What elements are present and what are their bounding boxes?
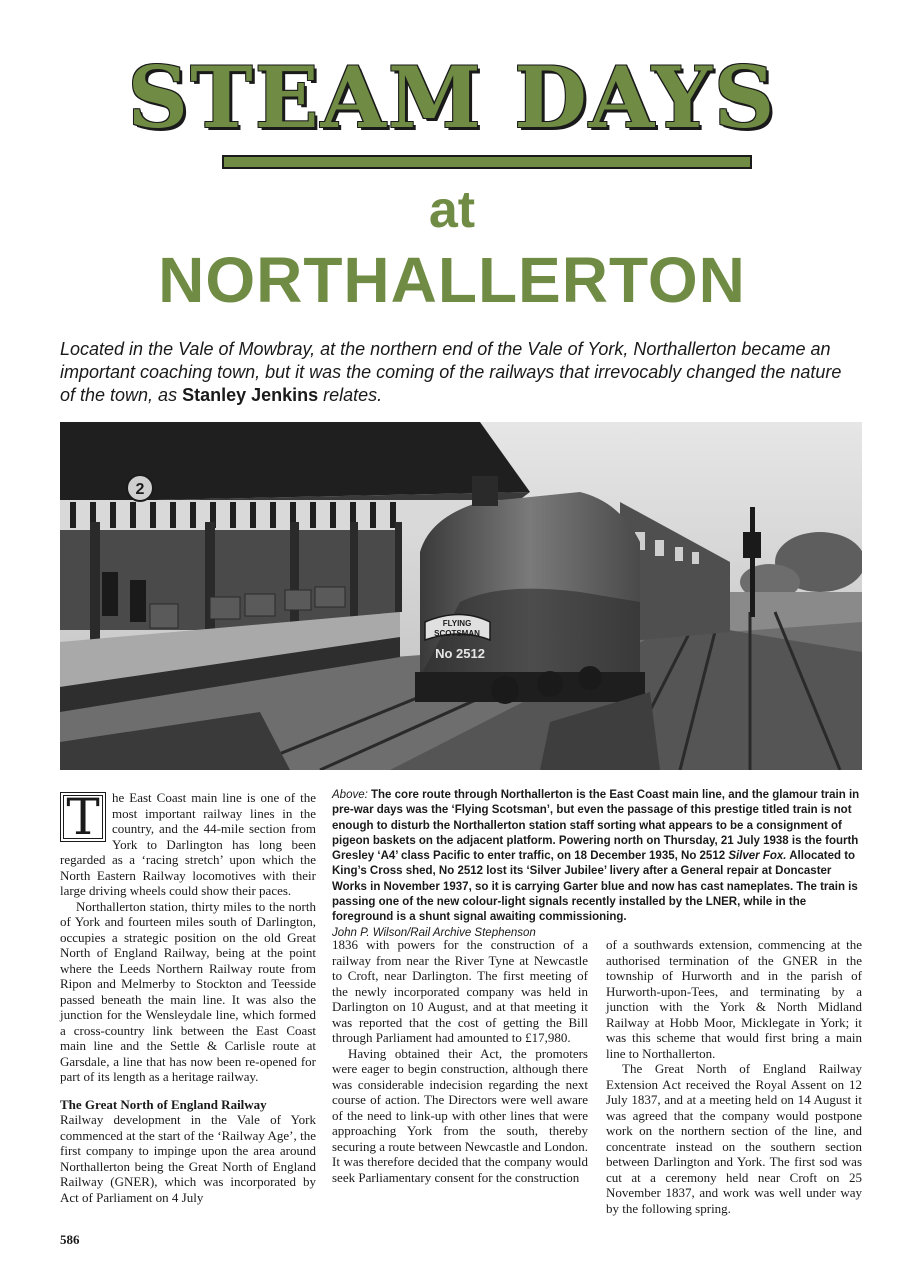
caption-credit: John P. Wilson/Rail Archive Stephenson — [332, 926, 536, 939]
title-underline — [222, 155, 752, 169]
paragraph: The Great North of England Railway Extension Act received the Royal Assent on 12 July 1837, and at a meeting held on 14 August it was agreed that the company would postpone work on the northern section of the line, and concentrate instead on the southern section between Darlington and York. The first sod was cut at a ceremony held near Croft on 25 November 1837, and work was well under way by the following spring. — [606, 1061, 862, 1216]
paragraph: Northallerton station, thirty miles to the north of York and fourteen miles south of Darlington, occupies a strategic position on the old Great North of England Railway, being at the point where the Leeds Northern Railway route from Ripon and Melmerby to Stockton and Teesside passed beneath the main line. It was also the junction for the Wensleydale line, which formed a cross-country link between the East Coast main line and the Settle & Carlisle route at Garsdale, a line that has now been re-opened for part of its length as a heritage railway. — [60, 898, 316, 1084]
article-column-3 — [606, 937, 862, 1216]
train-photo-illustration — [60, 422, 862, 770]
article-column-2 — [332, 937, 588, 1185]
caption-label: Above: — [332, 789, 368, 801]
title-at: at — [428, 181, 476, 239]
drop-cap: T — [60, 792, 106, 842]
caption-text-2: Allocated to King’s Cross shed, No 2512 lost its ‘Silver Jubilee’ livery after a General repair at Doncaster Works in November 1937, so it is carrying Garter blue and now has cast nameplates. The train is passing one of the new colour-light signals recently installed by the LNER, while in the foreground is a shunt signal awaiting commissioning. — [332, 850, 858, 924]
intro-text: Located in the Vale of Mowbray, at the northern end of the Vale of York, Northallerton became an important coaching town, but it was the coming of the railways that irrevocably changed the nature of the town, as — [60, 339, 842, 405]
main-photo — [60, 422, 862, 770]
intro-standfirst — [60, 338, 860, 407]
paragraph: Having obtained their Act, the promoters were eager to begin construction, although there was considerable indecision regarding the next course of action. The Directors were well aware of the need to link-up with other lines that were approaching York from the south, thereby securing a route between Newcastle and London. It was therefore decided that the company would seek Parliamentary consent for the construction — [332, 1045, 588, 1185]
intro-author: Stanley Jenkins — [182, 385, 319, 405]
paragraph: of a southwards extension, commencing at the authorised termination of the GNER in the township of Hurworth and in the parish of Hurworth-upon-Tees, and terminating by a junction with the York & North Midland Railway at Hobb Moor, Micklegate in York; it was this scheme that would first bring a main line to Northallerton. — [606, 937, 862, 1061]
title-steam-days — [0, 48, 904, 148]
paragraph: 1836 with powers for the construction of a railway from near the River Tyne at Newcastle to Croft, near Darlington. The first meeting of the newly incorporated company was held in Darlington on 10 August, and at that meeting it was reported that the cost of getting the Bill through Parliament had amounted to £17,980. — [332, 937, 588, 1045]
section-heading: The Great North of England Railway — [60, 1096, 267, 1112]
page-number: 586 — [60, 1232, 80, 1247]
article-column-1 — [60, 790, 316, 1205]
headboard-line1: FLYING — [442, 619, 472, 628]
caption-loco-name: Silver Fox. — [728, 850, 787, 863]
title-main: STEAM DAYS — [127, 48, 777, 147]
loco-number: No 2512 — [435, 646, 485, 661]
paragraph-text: he East Coast main line is one of the most important railway lines in the country, and the 44-mile section from York to Darlington has long been regarded as a ‘racing stretch’ upon which the North Eastern Railway locomotives with their large driving wheels could show their paces. — [60, 790, 316, 898]
intro-text-end: relates. — [318, 385, 383, 405]
headboard-line2: SCOTSMAN — [434, 629, 480, 638]
paragraph — [60, 790, 316, 899]
caption-text: The core route through Northallerton is the East Coast main line, and the glamour train in pre-war days was the ‘Flying Scotsman’, but even the passage of this prestige titled train is not enough to disturb the Northallerton station staff sorting what appears to be a consignment of pigeon baskets on the adjacent platform. Powering north on Thursday, 21 July 1938 is the fourth Gresley ‘A4’ class Pacific to enter traffic, on 18 December 1935, No 2512 — [332, 789, 860, 863]
paragraph: Railway development in the Vale of York commenced at the start of the ‘Railway Age’, the first company to impinge upon the area around Northallerton being the Great North of England Railway (GNER), which was incorporated by Act of Parliament on 4 July — [60, 1112, 316, 1205]
photo-caption — [332, 788, 862, 941]
platform-number: 2 — [135, 481, 145, 498]
title-town: NORTHALLERTON — [158, 244, 746, 316]
